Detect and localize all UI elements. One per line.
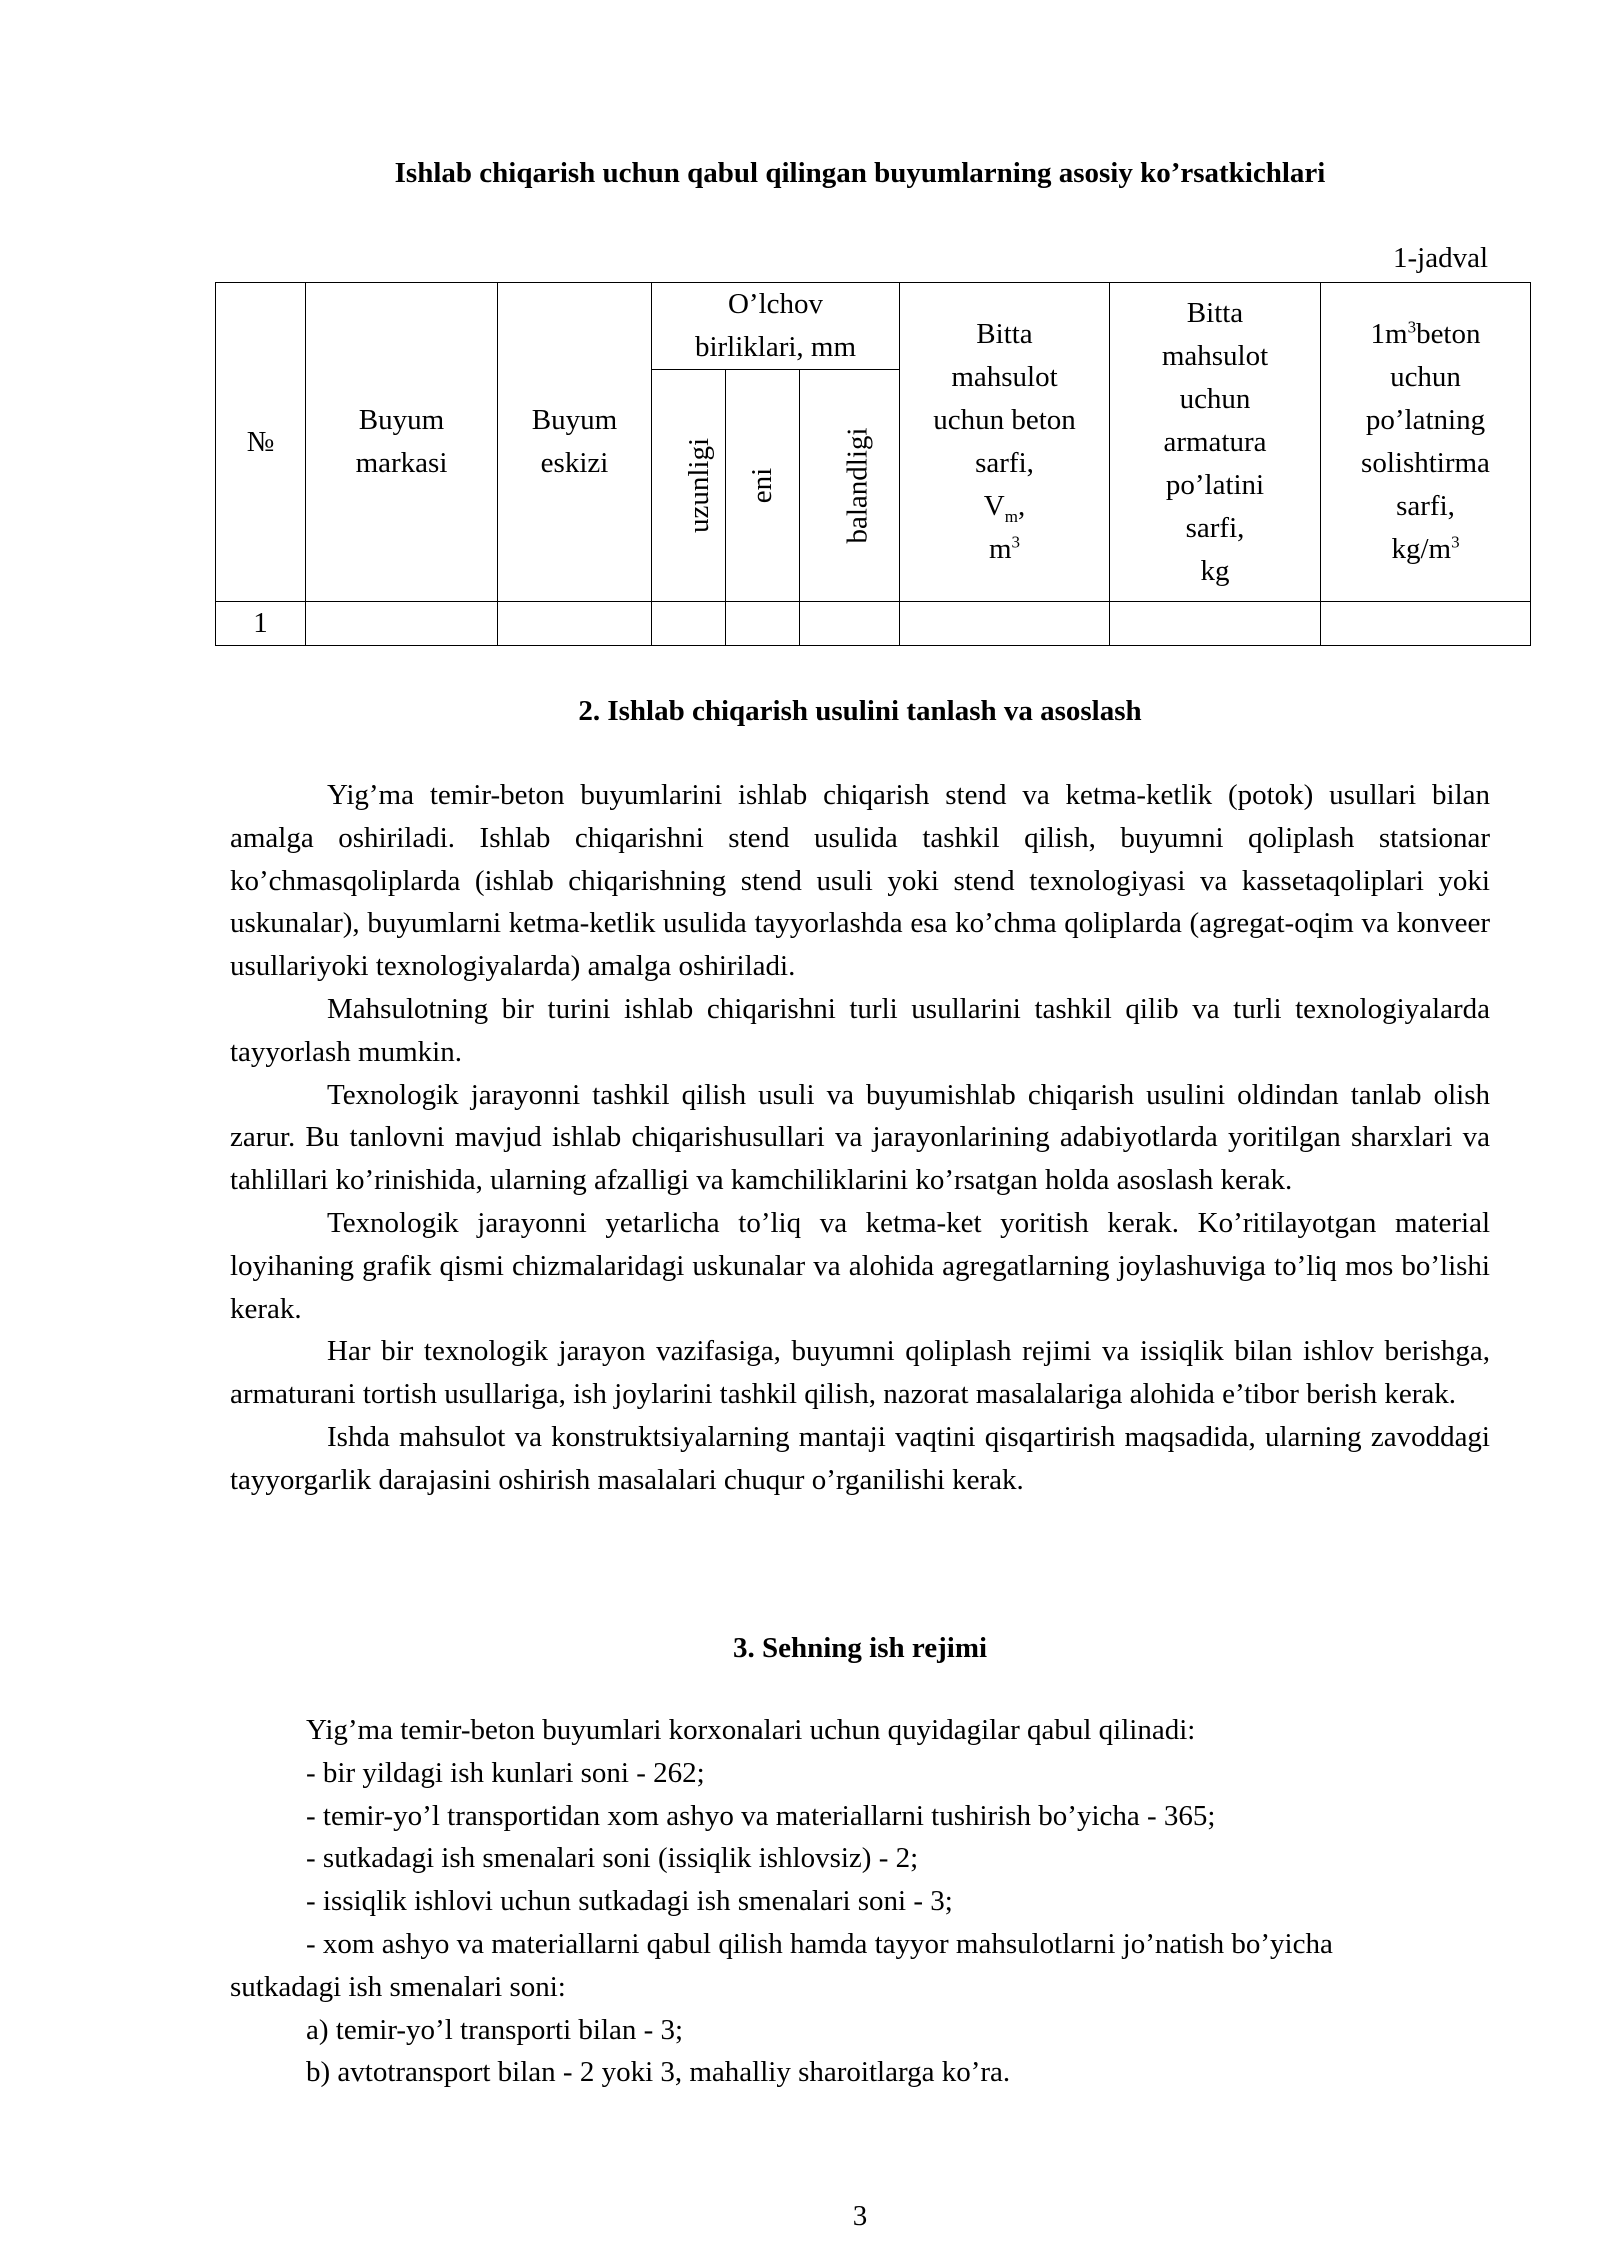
section3-list	[230, 1709, 1490, 2094]
section2-body	[230, 774, 1490, 1502]
list-item: - temir-yo’l transportidan xom ashyo va materiallarni tushirish bo’yicha - 365;	[306, 1799, 1216, 1832]
table-cell	[726, 602, 800, 646]
table-caption: 1-jadval	[1392, 242, 1488, 274]
list-item-continuation: sutkadagi ish smenalari soni:	[230, 1970, 566, 2003]
paragraph: Mahsulotning bir turini ishlab chiqarishni turli usullarini tashkil qilib va turli texnologiyalarda tayyorlash mumkin.	[230, 992, 1490, 1068]
list-item: - xom ashyo va materiallarni qabul qilish hamda tayyor mahsulotlarni jo’natish bo’yicha	[306, 1927, 1333, 1960]
table-cell	[1321, 602, 1531, 646]
page-number: 3	[852, 2200, 868, 2232]
header-product-sketch: Buyum eskizi	[498, 283, 652, 602]
paragraph: Ishda mahsulot va konstruktsiyalarning mantaji vaqtini qisqartirish maqsadida, ularning zavoddagi tayyorgarlik darajasini oshirish masalalari chuqur o’rganilishi kerak.	[230, 1420, 1490, 1496]
table-cell	[306, 602, 498, 646]
table-cell	[652, 602, 726, 646]
paragraph: Texnologik jarayonni tashkil qilish usuli va buyumishlab chiqarish usulini oldindan tanlab olish zarur. Bu tanlovni mavjud ishlab chiqarishusullari va jarayonlarining adabiyotlarda yoritilgan sharxlari va tahlillari ko’rinishida, ularning afzalligi va kamchiliklarini ko’rsatgan holda asoslash kerak.	[230, 1078, 1490, 1197]
list-item: - sutkadagi ish smenalari soni (issiqlik ishlovsiz) - 2;	[306, 1842, 919, 1875]
header-number: №	[216, 283, 306, 602]
table-row	[216, 602, 1531, 646]
table-cell	[498, 602, 652, 646]
table-cell	[1110, 602, 1321, 646]
table-cell	[900, 602, 1110, 646]
table-header-row	[216, 283, 1531, 370]
table-cell	[800, 602, 900, 646]
section2-heading: 2. Ishlab chiqarish usulini tanlash va asoslash	[578, 695, 1142, 727]
table-cell-number: 1	[216, 602, 306, 646]
header-width: eni	[726, 370, 800, 602]
list-item: - bir yildagi ish kunlari soni - 262;	[306, 1756, 705, 1789]
list-intro: Yig’ma temir-beton buyumlari korxonalari uchun quyidagilar qabul qilinadi:	[306, 1714, 1196, 1746]
list-subitem: b) avtotransport bilan - 2 yoki 3, mahalliy sharoitlarga ko’ra.	[306, 2056, 1011, 2089]
paragraph: Har bir texnologik jarayon vazifasiga, buyumni qoliplash rejimi va issiqlik bilan ishlov berishga, armaturani tortish usullariga, ish joylarini tashkil qilish, nazorat masalalariga alohida e’tibor berish kerak.	[230, 1335, 1490, 1411]
table-title: Ishlab chiqarish uchun qabul qilingan buyumlarning asosiy ko’rsatkichlari	[394, 157, 1326, 189]
header-height: balandligi	[800, 370, 900, 602]
list-item: - issiqlik ishlovi uchun sutkadagi ish smenalari soni - 3;	[306, 1885, 953, 1918]
header-specific-steel: $1m^3beton$ uchun po’latning solishtirma sarfi, $kg/m^3$	[1321, 283, 1531, 602]
header-steel-consumption: Bitta mahsulot uchun armatura po’latini sarfi, kg	[1110, 283, 1321, 602]
indicators-table	[215, 282, 1531, 646]
header-product-mark: Buyum markasi	[306, 283, 498, 602]
paragraph: Texnologik jarayonni yetarlicha to’liq va ketma-ket yoritish kerak. Ko’ritilayotgan material loyihaning grafik qismi chizmalaridagi uskunalar va alohida agregatlarning joylashuviga to’liq mos bo’lishi kerak.	[230, 1206, 1490, 1325]
header-length: uzunligi	[652, 370, 726, 602]
header-dimensions: O’lchov birliklari, mm	[652, 283, 900, 370]
section3-heading: 3. Sehning ish rejimi	[732, 1632, 988, 1664]
paragraph: Yig’ma temir-beton buyumlarini ishlab chiqarish stend va ketma-ketlik (potok) usullari bilan amalga oshiriladi. Ishlab chiqarishni stend usulida tashkil qilish, buyumni qoliplash statsionar ko’chmasqoliplarda (ishlab chiqarishning stend usuli yoki stend texnologiyasi va kassetaqoliplari yoki uskunalar), buyumlarni ketma-ketlik usulida tayyorlashda esa ko’chma qoliplarda (agregat-oqim va konveer usullariyoki texnologiyalarda) amalga oshiriladi.	[230, 779, 1490, 983]
list-subitem: a) temir-yo’l transporti bilan - 3;	[306, 2013, 684, 2046]
header-concrete-consumption: Bitta mahsulot uchun beton sarfi, $V_m$, $m^3$	[900, 283, 1110, 602]
